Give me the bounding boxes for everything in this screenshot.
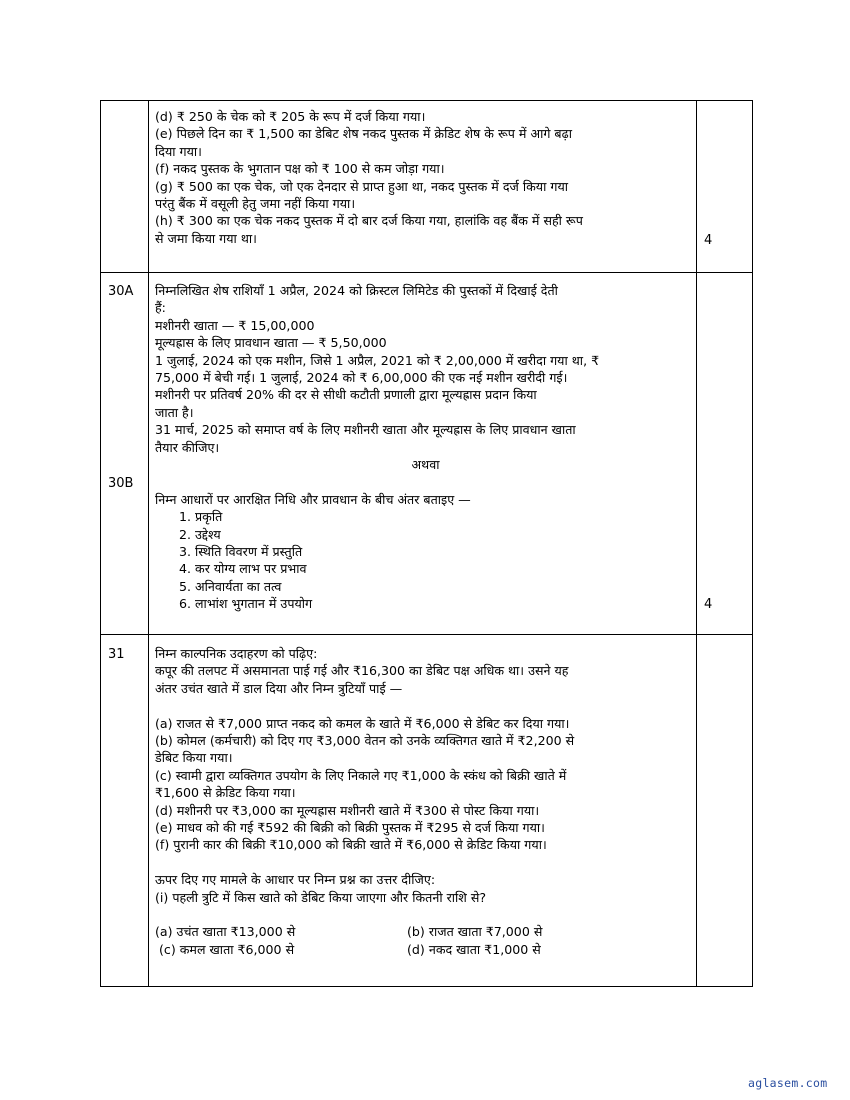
- question-number-cell: [101, 273, 149, 635]
- question-text-cell: [149, 635, 697, 987]
- question-number-31: 31: [108, 647, 125, 662]
- question-number-30a: 30A: [108, 284, 134, 299]
- list-item: 5. अनिवार्यता का तत्व: [179, 578, 282, 594]
- text-line: (b) कोमल (कर्मचारी) को दिए गए ₹3,000 वेतन को उनके व्यक्तिगत खाते में ₹2,200 से: [155, 733, 575, 749]
- text-line: 1 जुलाई, 2024 को एक मशीन, जिसे 1 अप्रैल, 2021 को ₹ 2,00,000 में खरीदा गया था, ₹: [155, 352, 600, 368]
- question-text-cell: [149, 101, 697, 273]
- site-watermark: aglasem.com: [748, 1076, 828, 1090]
- text-line: (a) राजत से ₹7,000 प्राप्त नकद को कमल के खाते में ₹6,000 से डेबिट कर दिया गया।: [155, 715, 570, 731]
- question-table: [100, 100, 753, 987]
- text-line: 75,000 में बेची गई। 1 जुलाई, 2024 को ₹ 6,00,000 की एक नई मशीन खरीदी गई।: [155, 370, 568, 386]
- text-line: हैं:: [155, 300, 166, 316]
- question-text-cell: [149, 273, 697, 635]
- text-line: (e) माधव को की गई ₹592 की बिक्री को बिक्री पुस्तक में ₹295 से दर्ज किया गया।: [155, 820, 545, 836]
- text-line: अंतर उचंत खाते में डाल दिया और निम्न त्रुटियाँ पाई —: [155, 680, 403, 696]
- text-line: डेबिट किया गया।: [155, 750, 233, 766]
- text-line: मशीनरी खाता — ₹ 15,00,000: [155, 317, 315, 333]
- question-row-continuation: [101, 101, 753, 273]
- marks-cell: [697, 101, 753, 273]
- text-line: (h) ₹ 300 का एक चेक नकद पुस्तक में दो बार दर्ज किया गया, हालांकि वह बैंक में सही रूप: [155, 213, 583, 229]
- question-row-31: [101, 635, 753, 987]
- question-number-cell: [101, 635, 149, 987]
- question-row-30: [101, 273, 753, 635]
- list-item: 6. लाभांश भुगतान में उपयोग: [179, 596, 313, 612]
- text-line: 31 मार्च, 2025 को समाप्त वर्ष के लिए मशीनरी खाता और मूल्यह्रास के लिए प्रावधान खाता: [155, 422, 576, 438]
- marks-value: 4: [704, 597, 713, 612]
- text-line: से जमा किया गया था।: [155, 230, 257, 246]
- text-line: परंतु बैंक में वसूली हेतु जमा नहीं किया गया।: [155, 196, 356, 212]
- question-number-30b: 30B: [108, 476, 134, 491]
- options-row: [149, 923, 696, 940]
- text-line: (d) मशीनरी पर ₹3,000 का मूल्यह्रास मशीनरी खाते में ₹300 से पोस्ट किया गया।: [155, 802, 540, 818]
- or-separator: अथवा: [411, 457, 440, 473]
- text-line: ऊपर दिए गए मामले के आधार पर निम्न प्रश्न का उत्तर दीजिए:: [155, 872, 436, 888]
- text-line: ₹1,600 से क्रेडिट किया गया।: [155, 785, 296, 801]
- option-d: (d) नकद खाता ₹1,000 से: [407, 941, 541, 957]
- options-row: [149, 941, 696, 958]
- option-b: (b) राजत खाता ₹7,000 से: [407, 924, 543, 940]
- text-line: (f) नकद पुस्तक के भुगतान पक्ष को ₹ 100 से कम जोड़ा गया।: [155, 161, 445, 177]
- text-line: तैयार कीजिए।: [155, 439, 220, 455]
- text-line: मशीनरी पर प्रतिवर्ष 20% की दर से सीधी कटौती प्रणाली द्वारा मूल्यह्रास प्रदान किया: [155, 387, 537, 403]
- question-number-cell: [101, 101, 149, 273]
- text-line: मूल्यह्रास के लिए प्रावधान खाता — ₹ 5,50,000: [155, 335, 387, 351]
- list-item: 1. प्रकृति: [179, 509, 223, 525]
- text-line: दिया गया।: [155, 143, 202, 159]
- text-line: (f) पुरानी कार की बिक्री ₹10,000 को बिक्री खाते में ₹6,000 से क्रेडिट किया गया।: [155, 837, 547, 853]
- text-line: (d) ₹ 250 के चेक को ₹ 205 के रूप में दर्ज किया गया।: [155, 109, 426, 124]
- text-line: (i) पहली त्रुटि में किस खाते को डेबिट किया जाएगा और कितनी राशि से?: [155, 889, 487, 905]
- text-line: कपूर की तलपट में असमानता पाई गई और ₹16,300 का डेबिट पक्ष अधिक था। उसने यह: [155, 663, 569, 679]
- text-line: जाता है।: [155, 404, 194, 420]
- list-item: 2. उद्देश्य: [179, 526, 221, 542]
- text-line: निम्नलिखित शेष राशियाँ 1 अप्रैल, 2024 को क्रिस्टल लिमिटेड की पुस्तकों में दिखाई देती: [155, 283, 558, 298]
- option-c: (c) कमल खाता ₹6,000 से: [155, 941, 295, 957]
- text-line: निम्न काल्पनिक उदाहरण को पढ़िए:: [155, 646, 318, 661]
- text-line: (g) ₹ 500 का एक चेक, जो एक देनदार से प्राप्त हुआ था, नकद पुस्तक में दर्ज किया गया: [155, 178, 569, 194]
- text-line: (c) स्वामी द्वारा व्यक्तिगत उपयोग के लिए निकाले गए ₹1,000 के स्कंध को बिक्री खाते में: [155, 767, 567, 783]
- marks-value: 4: [704, 233, 713, 248]
- option-a: (a) उचंत खाता ₹13,000 से: [155, 924, 296, 940]
- marks-cell: [697, 635, 753, 987]
- text-line: निम्न आधारों पर आरक्षित निधि और प्रावधान के बीच अंतर बताइए —: [155, 491, 471, 507]
- list-item: 4. कर योग्य लाभ पर प्रभाव: [179, 561, 307, 577]
- marks-cell: [697, 273, 753, 635]
- text-line: (e) पिछले दिन का ₹ 1,500 का डेबिट शेष नकद पुस्तक में क्रेडिट शेष के रूप में आगे बढ़ा: [155, 126, 572, 142]
- list-item: 3. स्थिति विवरण में प्रस्तुति: [179, 544, 303, 560]
